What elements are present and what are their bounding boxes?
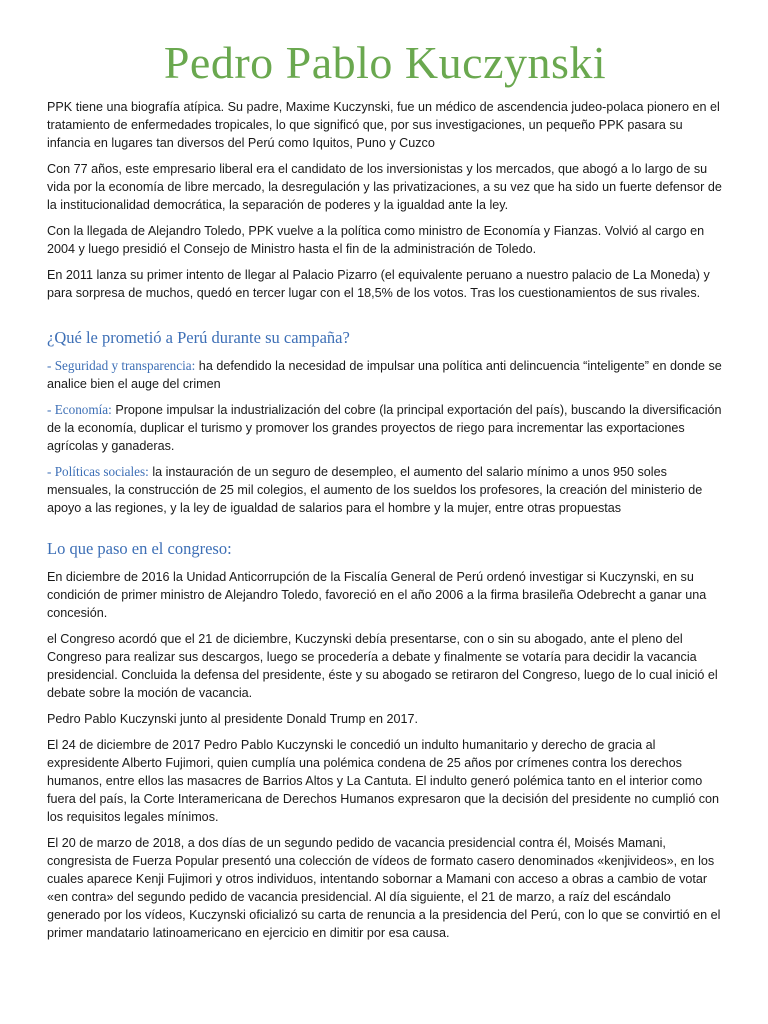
promise-item-economy (47, 401, 723, 455)
promise-item-security (47, 357, 723, 393)
promise-text: Propone impulsar la industrialización del cobre (la principal exportación del país), buscando la diversificación de la economía, duplicar el turismo y promover los grandes proyectos de riego para incrementar las exportaciones agrícolas y ganaderas. (47, 403, 722, 453)
congress-paragraph-2: el Congreso acordó que el 21 de diciembre, Kuczynski debía presentarse, con o sin su abogado, ante el pleno del Congreso para realizar sus descargos, luego se procedería a debate y finalmente se votaría para decidir la vacancia presidencial. Concluida la defensa del presidente, éste y su abogado se retiraron del Congreso, luego de lo cual inició el debate sobre la moción de vacancia. (47, 632, 718, 700)
intro-paragraph-4: En 2011 lanza su primer intento de llegar al Palacio Pizarro (el equivalente peruano a nuestro palacio de La Moneda) y para sorpresa de muchos, quedó en tercer lugar con el 18,5% de los votos. Tras los cuestionamientos de sus rivales. (47, 268, 710, 300)
congress-paragraph-5: El 20 de marzo de 2018, a dos días de un segundo pedido de vacancia presidencial contra él, Moisés Mamani, congresista de Fuerza Popular presentó una colección de vídeos de formato casero denominados «kenjivideos», en los cuales aparece Kenji Fujimori y otros individuos, intentando sobornar a Mamani con acceso a obras a cambio de votar «en contra» del segundo pedido de vacancia presidencial. Al día siguiente, el 21 de marzo, a raíz del escándalo generado por los vídeos, Kuczynski oficializó su carta de renuncia a la presidencia del Perú, con lo que se convirtió en el primer mandatario latinoamericano en ejercicio en dimitir por esa causa. (47, 836, 721, 940)
congress-paragraph-1: En diciembre de 2016 la Unidad Anticorrupción de la Fiscalía General de Perú ordenó investigar si Kuczynski, en su condición de primer ministro de Alejandro Toledo, favoreció en el año 2006 a la firma brasileña Odebrecht a ganar una concesión. (47, 570, 707, 620)
intro-paragraph-3: Con la llegada de Alejandro Toledo, PPK vuelve a la política como ministro de Economía y Fianzas. Volvió al cargo en 2004 y luego presidió el Consejo de Ministro hasta el fin de la administración de Toledo. (47, 224, 705, 256)
promise-text: la instauración de un seguro de desempleo, el aumento del salario mínimo a unos 950 soles mensuales, la construcción de 25 mil colegios, el aumento de los sueldos los profesores, la creación del ministerio de apoyo a las regiones, y la ley de igualdad de salarios para el hombre y la mujer, entre otras propuestas (47, 465, 703, 515)
promise-label: - Seguridad y transparencia: (47, 358, 196, 373)
intro-paragraph-1: PPK tiene una biografía atípica. Su padre, Maxime Kuczynski, fue un médico de ascendencia judeo-polaca pionero en el tratamiento de enfermedades tropicales, lo que significó que, por sus investigaciones, un pequeño PPK pasara su infancia en lugares tan diversos del Perú como Iquitos, Puno y Cuzco (47, 100, 720, 150)
promise-label: - Economía: (47, 402, 112, 417)
promise-text: ha defendido la necesidad de impulsar una política anti delincuencia “inteligente” en donde se analice bien el auge del crimen (47, 359, 722, 391)
promise-item-social (47, 463, 723, 517)
congress-paragraph-3: Pedro Pablo Kuczynski junto al presidente Donald Trump en 2017. (47, 712, 419, 726)
promise-label: - Políticas sociales: (47, 464, 149, 479)
intro-paragraph-2: Con 77 años, este empresario liberal era el candidato de los inversionistas y los mercados, que abogó a lo largo de su vida por la economía de libre mercado, la desregulación y las privatizaciones, a su vez que ha sido un fuerte defensor de la institucionalidad democrática, la separación de poderes y la igualdad ante la ley. (47, 162, 722, 212)
congress-heading: Lo que paso en el congreso: (47, 539, 232, 558)
congress-paragraph-4: El 24 de diciembre de 2017 Pedro Pablo Kuczynski le concedió un indulto humanitario y derecho de gracia al expresidente Alberto Fujimori, quien cumplía una polémica condena de 25 años por crímenes contra los derechos humanos, entre ellos las masacres de Barrios Altos y La Cantuta. El indulto generó polémica tanto en el interior como fuera del país, la Corte Interamericana de Derechos Humanos expresaron que la decisión del presidente no cumplió con los requisitos legales mínimos. (47, 738, 720, 824)
document-page (47, 38, 723, 950)
promises-heading: ¿Qué le prometió a Perú durante su campaña? (47, 328, 350, 347)
document-title: Pedro Pablo Kuczynski (163, 37, 607, 88)
